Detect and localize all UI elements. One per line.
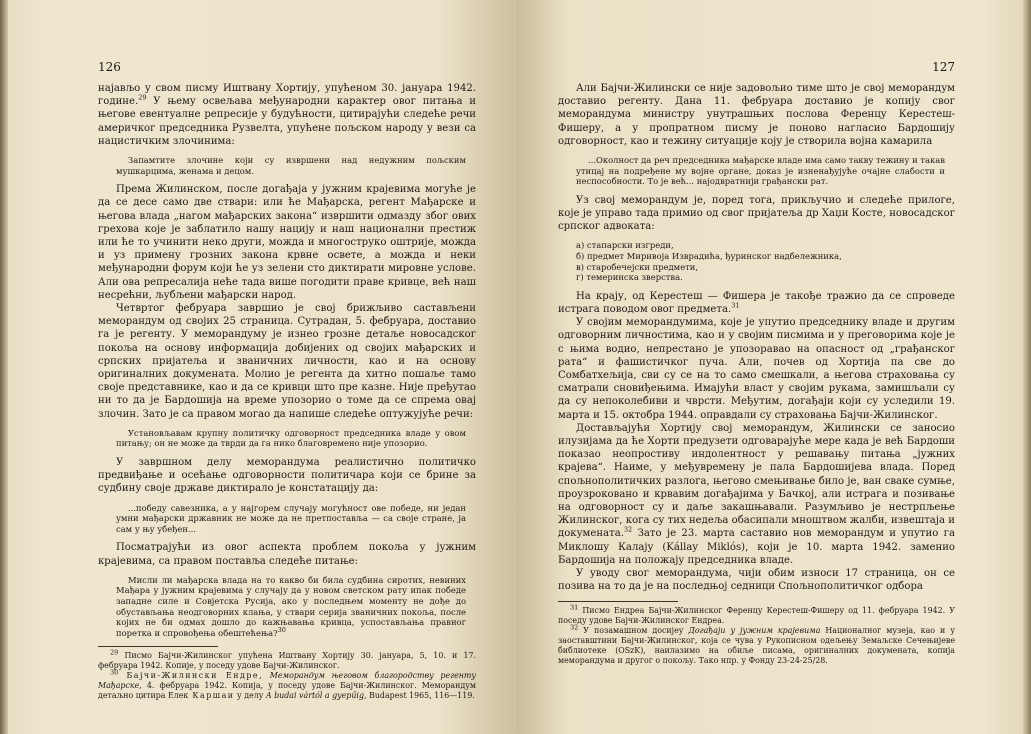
list-item: г) темеринска зверства.	[576, 272, 683, 283]
right-footnotes	[558, 603, 955, 666]
paragraph: У уводу свог меморандума, чији обим износи 17 страница, он се позива на то да је на последњој седници Спољнополитичког одбора	[558, 568, 955, 593]
footnote-ref: 31	[731, 301, 740, 310]
block-quote: Установљавам крупну политичку одговорност председника владе у овом питању; он не може да тврди да га нико благовремено није упозорио.	[116, 427, 466, 449]
paragraph: Уз свој меморандум је, поред тога, прикључио и следеће прилоге, које је управо тада примио од свог пријатеља др Хаџи Косте, новосадског српског адвоката:	[558, 194, 955, 233]
paragraph: Четвртог фебруара завршио је свој брижљиво састављени меморандум од својих 25 страница. Сутрадан, 5. фебруара, доставио га је регенту. У меморандуму је изнео грозне детаље новосадског покоља на основу информација добијених од својих мађарских и српских пријатеља и званичних личности, као и на основу оригиналних докумената. Молио је регента да хитно пошаље тамо своје представнике, као и да се кривци што пре казне. Није пређутао ни то да је Бардошија на време упозорио о томе да се спрема овај злочин. Зато је са правом могао да напише следеће оптужујуће речи:	[98, 303, 476, 420]
footnote: $^{30}$ Бајчи-Жилински Ендре, Меморандум његовом благородству регенту Мађарске, 4. фебруара 1942. Копија, у поседу удове Бајчи-Жилинског. Меморандум детаљно цитира Елек Каршаи у делу A budai vártól a gyepűig, Budapest 1965, 116—119.	[98, 668, 476, 701]
left-page-number: 126	[98, 60, 121, 74]
footnote-rule	[98, 646, 218, 647]
attachment-list	[576, 240, 945, 282]
block-quote: ...Околност да реч председника мађарске владе има само такву тежину и такав утицај на подређене му војне органе, доказ је изненађујуће очајне слабости и неспособности. То је већ... најодвратнији грађански рат.	[576, 155, 945, 187]
block-quote: ...победу савезника, а у најгорем случају могућност ове победе, ни један умни мађарски државник не може да не претпоставља — са своје стране, јa сам у њу убеђен...	[116, 502, 466, 534]
list-item: а) стапарски изгреди,	[576, 240, 674, 251]
footnote-ref: 29	[138, 93, 147, 102]
block-quote: Мисли ли мађарска влада на то какво би била судбина сиротих, невиних Мађара у јужним крајевима у случају да у новом светском рату ипак победе западне силе и Совјетска Русија, ако у последњем моменту не дође до обустављања неодговорних клања, у ствари серија званичних покоља, после којих не би одмах дошло до кажњавања кривца, успостављања правног поретка и спровођења обештећења?$^{30}$	[116, 574, 466, 638]
paragraph: најављо у свом писму Иштвану Хортију, упућеном 30. јануара 1942. године.$^{29}$ У њему освељава међународни карактер овог питања и његове евентуалне репресије у будућности, цитирајући следеће речи америчког председника Рузвелта, упућене пољском народу у вези са нацистичким злочинима:	[98, 83, 476, 147]
list-item: в) старобечејски предмети,	[576, 261, 699, 272]
paragraph: Посматрајући из овог аспекта проблем покоља у јужним крајевима, са правом поставља следеће питање:	[98, 542, 476, 567]
footnote-ref: 30	[277, 626, 286, 635]
paragraph: У својим меморандумима, које је упутио председнику владе и другим одговорним личностима, као и у својим писмима и у преговорима које је с њима водио, непрестано је упозоравао на опасност од „грађанског рата“ и фашистичког пуча. Али, почев од Хортија па све до Сомбатхељија, сви су се на то само смешкали, а његова страховања су сматрали сновиђењима. Имајући власт у својим рукама, замишљали су да су непоколебиви и чврсти. Међутим, догађаји који су уследили 19. марта и 15. октобра 1944. оправдали су страховања Бајчи-Жилинског.	[558, 317, 955, 421]
left-footnotes	[98, 648, 476, 701]
footnote: $^{31}$ Писмо Ендреа Бајчи-Жилинског Ференцу Керестеш-Фишеру од 11. фебруара 1942. У поседу удове Бајчи-Жилинског Ендреа.	[558, 603, 955, 626]
list-item: б) предмет Миривоја Изврадића, ђуринског надбележника,	[576, 251, 842, 261]
right-page-number: 127	[932, 60, 955, 74]
block-quote: Запамтите злочине који су извршени над недужним пољским мушкарцима, женама и децом.	[116, 155, 466, 176]
footnote: $^{32}$ У позамашном досијеу Догађаји у јужним крајевима Националног музеја, као и у заоставштини Бајчи-Жилинског, која се чува у Рукописном одељењу Земаљске Сечењијеве библиотеке (OSzK), наилазимо на обиље писама, оригиналних докумената, копија меморандума и другог о покољу. Тако нпр. у Фонду 23-24-25/28.	[558, 623, 955, 666]
paragraph: Према Жилинском, после догађаја у јужним крајевима могуће је да се десе само две ствари: или ће Мађарска, регент Мађарске и његова влада „нагом мађарских закона“ извршити одмазду због ових грехова које је заблатило нашу нацију и наш национални престиж или ће то учинити неко други, можда и многоструко оштрије, можда и уз примену грозних закона крвне освете, а можда и неки међународни форум који ће уз зелени сто диктирати мировне услове. Али ова репресалија неће тада више погодити праве кривце, већ наш несрећни, љубљени мађарски народ.	[98, 184, 476, 301]
paragraph: Достављајући Хортију свој меморандум, Жилински се заносио илузијама да ће Хорти предузети одговарајуће мере када је већ Бардоши показао неопростиву индолентност у решавању питања „јужних крајева“. Наиме, у међувремену је пала Бардошијева влада. Поред спољнополитичких разлога, његово смењивање било је, ван сваке сумње, проузроковано и крвавим догађајима у Бачкој, али истрага и позивање на одговорност су и даље закашњавали. Разумљиво је нестрпљење Жилинског, кога су тих недеља обасипали мноштвом жалби, извештаја и докумената.$^{32}$ Зато је 23. марта саставио нов меморандум и упутио га Миклошу Калају (Kállay Miklós), који је 10. марта 1942. заменио Бардошија на положају председника владе.	[558, 422, 955, 566]
paragraph: На крају, од Керестеш — Фишера је такође тражио да се спроведе истрага поводом овог предмета.$^{31}$	[558, 290, 955, 315]
left-page-edge	[0, 0, 8, 734]
right-page-edge	[1023, 0, 1031, 734]
right-page-body	[558, 82, 955, 593]
paragraph: Али Бајчи-Жилински се није задовољио тиме што је свој меморандум доставио регенту. Дана 11. фебруара доставио је копију свог меморандума министру унутрашњих послова Ференцу Керестеш-Фишеру, а у пропратном писму је поново нагласио Бардошију одговорност, као и тежину ситуације коју је створила војна камарила	[558, 83, 955, 147]
paragraph: У завршном делу меморандума реалистично политичко предвиђање и осећање одговорности политичара који се брине за судбину своје државе диктирало је констатацију да:	[98, 457, 476, 495]
footnote: $^{29}$ Писмо Бајчи-Жилинског упућена Иштвану Хортију 30. јануара, 5, 10. и 17. фебруара 1942. Копије, у поседу удове Бајчи-Жилинског.	[98, 648, 476, 671]
right-page	[516, 0, 1031, 734]
left-page-body	[98, 82, 476, 638]
footnote-rule	[558, 601, 678, 602]
footnote-ref: 32	[623, 526, 633, 535]
